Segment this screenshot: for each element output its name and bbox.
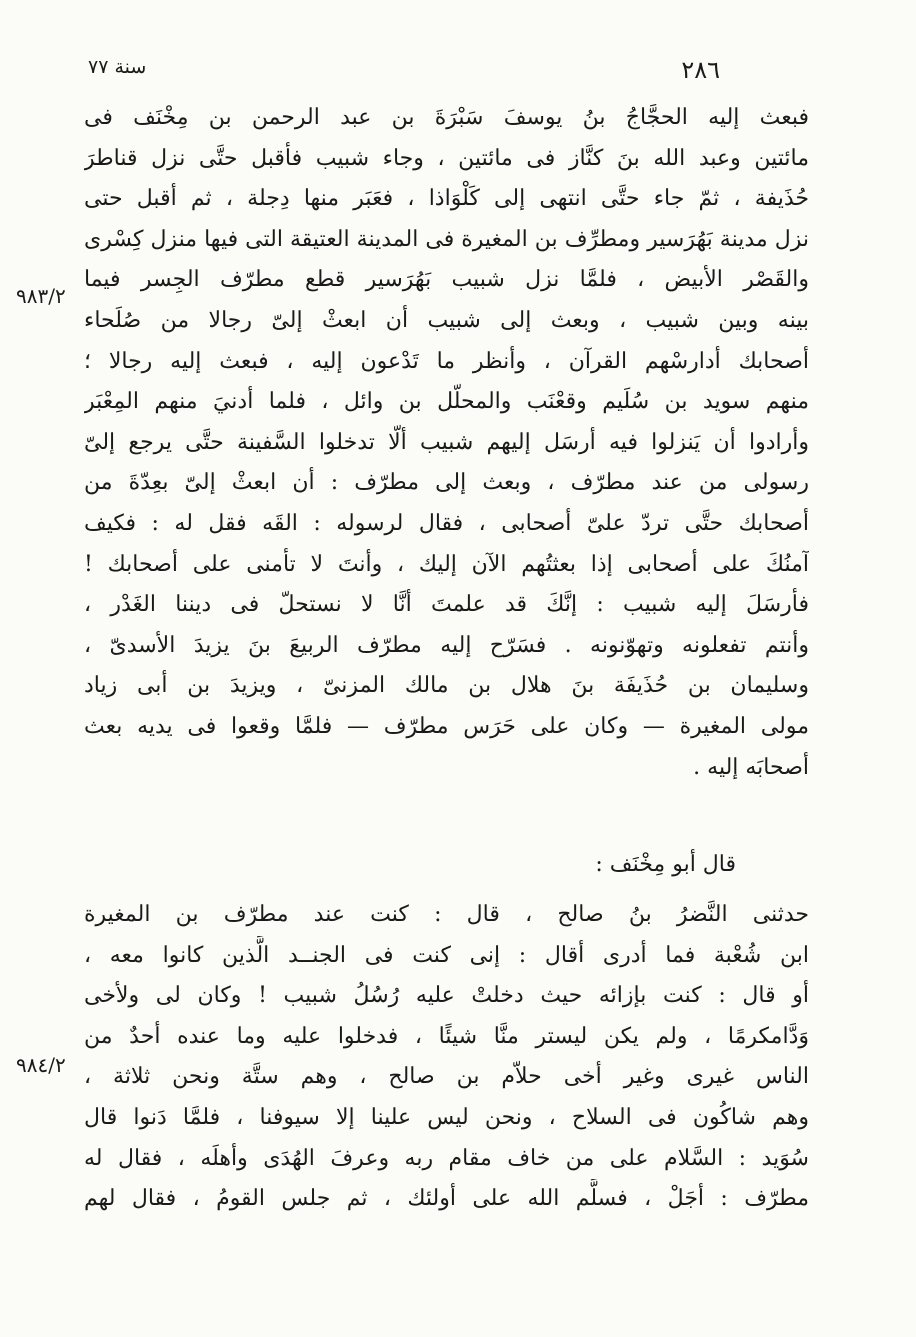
text-line: أصحابك حتَّى تردّ علىّ أصحابى ، فقال لرسوله : القَه فقل له : فكيف [84, 510, 809, 536]
text-line: سُوَيد : السَّلام على من خاف مقام ربه وعرفَ الهُدَى وأهلَه ، فقال له [84, 1145, 809, 1171]
text-line: ابن شُعْبة فما أدرى أقال : إنى كنت فى الجنــد الَّذين كانوا معه ، [84, 942, 809, 968]
text-line: أصحابَه إليه . [693, 754, 809, 780]
text-line: حدثنى النَّضرُ بنُ صالح ، قال : كنت عند مطرّف بن المغيرة [84, 902, 809, 927]
section-heading: قال أبو مِخْنَف : [595, 852, 736, 877]
text-line: مطرّف : أجَلْ ، فسلَّم الله على أولئك ، ثم جلس القومُ ، فقال لهم [84, 1186, 809, 1212]
text-line: والقَصْر الأبيض ، فلمَّا نزل شبيب بَهُرَسير قطع مطرّف الجِسر فيما [84, 267, 809, 293]
text-line: نزل مدينة بَهُرَسير ومطرِّف بن المغيرة فى المدينة العتيقة التى فيها منزل كِسْرى [84, 226, 809, 252]
text-line: مائتين وعبد الله بنَ كنَّاز فى مائتين ، وجاء شبيب فأقبل حتَّى نزل قناطرَ [84, 145, 809, 171]
text-line: الناس غيرى وغير أخى حلاّم بن صالح ، وهم ستَّة ونحن ثلاثة ، [84, 1064, 809, 1090]
text-line: مولى المغيرة — وكان على حَرَس مطرّف — فلمَّا وقعوا فى يديه بعث [84, 713, 809, 739]
text-line: وَدَّامكرمًا ، ولم يكن ليستر منَّا شيئًا ، فدخلوا عليه وما عنده أحدٌ من [84, 1023, 809, 1049]
page-number: ٢٨٦ [681, 56, 720, 84]
text-line: وأنتم تفعلونه وتهوّنونه . فسَرّح إليه مطرّف الربيعَ بنَ يزيدَ الأسدىّ ، [84, 632, 809, 658]
text-line: منهم سويد بن سُلَيم وقعْنَب والمحلّل بن وائل ، فلما أدنيَ منهم المِعْبَر [84, 389, 809, 415]
text-line: فأرسَلَ إليه شبيب : إنَّكَ قد علمتَ أنَّا لا نستحلّ فى ديننا الغَدْر ، [84, 592, 809, 618]
text-line: آمنُكَ على أصحابى إذا بعثتُهم الآن إليك ، وأنتَ لا تأمنى على أصحابك ! [84, 551, 809, 577]
text-line: حُذَيفة ، ثمّ جاء حتَّى انتهى إلى كَلْوَاذا ، فعَبَر منها دِجلة ، ثم أقبل حتى [84, 186, 809, 212]
narration-text-block [84, 895, 809, 1220]
text-line: وهم شاكُون فى السلاح ، ونحن ليس علينا إلا سيوفنا ، فلمَّا دَنوا قال [84, 1104, 809, 1130]
running-head-year: سنة ٧٧ [88, 56, 147, 78]
main-text-block [84, 98, 809, 788]
margin-reference: ٩٨٤/٢ [16, 1053, 66, 1077]
text-line: رسولى من عند مطرّف ، وبعث إلى مطرّف : أن ابعثْ إلىّ بعِدّةَ من [84, 470, 809, 496]
text-line: أو قال : كنت بإزائه حيث دخلتْ عليه رُسُلُ شبيب ! وكان لى ولأخى [84, 983, 809, 1009]
margin-reference: ٩٨٣/٢ [16, 284, 66, 308]
text-line: وسليمان بن حُذَيفَة بنَ هلال بن مالك المزنىّ ، ويزيدَ بن أبى زياد [84, 673, 809, 699]
text-line: بينه وبين شبيب ، وبعث إلى شبيب أن ابعثْ إلىّ رجالا من صُلَحاء [84, 307, 809, 333]
text-line: فبعث إليه الحجَّاجُ بنُ يوسفَ سَبْرَةَ بن عبد الرحمن بن مِخْنَف فى [84, 105, 809, 130]
text-line: أصحابك أدارسْهم القرآن ، وأنظر ما تَدْعون إليه ، فبعث إليه رجالا ؛ [84, 348, 809, 374]
text-line: وأرادوا أن يَنزلوا فيه أرسَل إليهم شبيب ألّا تدخلوا السَّفينة حتَّى يرجع إلىّ [84, 429, 809, 455]
